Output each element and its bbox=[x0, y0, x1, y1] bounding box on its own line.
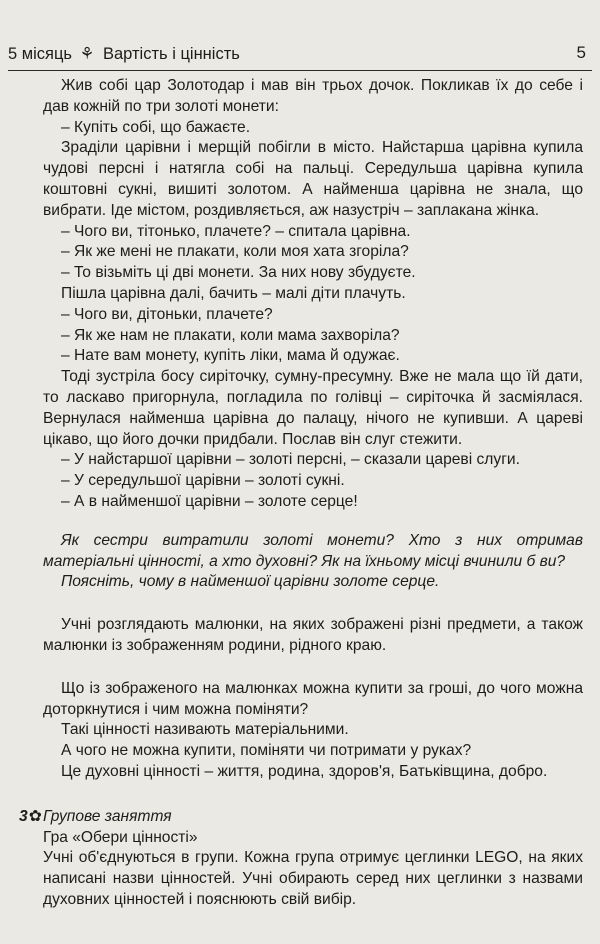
header-subtitle: Вартість і цінність bbox=[103, 45, 240, 63]
story-line: – То візьміть ці дві монети. За них нову збудуєте. bbox=[61, 264, 416, 282]
story-line: – Купіть собі, що бажаєте. bbox=[61, 118, 251, 136]
story-line: – Як же нам не плакати, коли мама захворіла? bbox=[61, 326, 400, 344]
story-line: – Чого ви, дітоньки, плачете? bbox=[61, 305, 273, 323]
header-chapter bbox=[8, 44, 240, 64]
story-line: – Чого ви, тітонько, плачете? – спитала царівна. bbox=[61, 222, 411, 240]
story-line: Пішла царівна далі, бачить – малі діти плачуть. bbox=[61, 284, 406, 302]
story-line: – У середульшої царівни – золоті сукні. bbox=[61, 472, 345, 490]
page-body bbox=[19, 76, 583, 911]
flower-ornament-icon: ⚘ bbox=[79, 45, 95, 63]
page-number: 5 bbox=[576, 43, 586, 62]
question-text: Як сестри витратили золоті монети? Хто з них отримав матеріальні цінності, а хто духовні? Як на їхньому місці вчинили б ви? bbox=[43, 531, 583, 570]
section-number: 3 bbox=[19, 807, 28, 825]
header-section-title: 5 місяць bbox=[8, 45, 73, 63]
discussion-line: Що із зображеного на малюнках можна купити за гроші, до чого можна доторкнутися і чим можна поміняти? bbox=[43, 679, 583, 718]
discussion-line: Це духовні цінності – життя, родина, здоров'я, Батьківщина, добро. bbox=[61, 762, 548, 780]
discussion-line: Такі цінності називають матеріальними. bbox=[61, 721, 349, 739]
story-block bbox=[43, 76, 583, 513]
running-header bbox=[8, 42, 592, 71]
story-line: – А в найменшої царівни – золоте серце! bbox=[61, 492, 358, 510]
discussion-line: А чого не можна купити, поміняти чи потримати у руках? bbox=[61, 742, 472, 760]
story-line: Жив собі цар Золотодар і мав він трьох дочок. Покликав їх до себе і дав кожній по три золоті монети: bbox=[43, 77, 583, 115]
discussion-block bbox=[43, 679, 583, 783]
story-line: – Нате вам монету, купіть ліки, мама й одужає. bbox=[61, 347, 400, 365]
flower-bullet-icon: ✿ bbox=[28, 807, 42, 825]
pictures-paragraph: Учні розглядають малюнки, на яких зображені різні предмети, а також малюнки із зображенням родини, рідного краю. bbox=[43, 616, 583, 654]
story-line: Тоді зустріла босу сиріточку, сумну-пресумну. Вже не мала що їй дати, то ласкаво пригорнула, погладила по голівці – сиріточка й засміялася. Вернулася найменша царівна до палацу, нічого не купивши. А цареві цікаво, що його дочки придбали. Послав він слуг стежити. bbox=[43, 368, 583, 448]
question-text: Поясніть, чому в найменшої царівни золоте серце. bbox=[61, 573, 440, 591]
story-line: – У найстаршої царівни – золоті персні, – сказали цареві слуги. bbox=[61, 451, 520, 469]
section-3-group-activity bbox=[19, 807, 583, 911]
section-number-marker bbox=[19, 807, 42, 828]
story-line: – Як же мені не плакати, коли моя хата згоріла? bbox=[61, 243, 409, 261]
game-title: Гра «Обери цінності» bbox=[43, 828, 198, 846]
questions-block bbox=[43, 531, 583, 593]
section-title: Групове заняття bbox=[43, 807, 172, 825]
story-line: Зраділи царівни і мерщій побігли в місто. Найстарша царівна купила чудові персні і натягла собі на пальці. Середульша царівна купила коштовні сукні, вишиті золотом. А найменша царівна не знала, що вибрати. Іде містом, роздивляється, аж назустріч – заплакана жінка. bbox=[43, 139, 583, 219]
section-text: Учні об'єднуються в групи. Кожна група отримує цеглинки LEGO, на яких написані назви цінностей. Учні обирають серед них цеглинки з назвами духовних цінностей і пояснюють свій вибір. bbox=[43, 849, 583, 908]
